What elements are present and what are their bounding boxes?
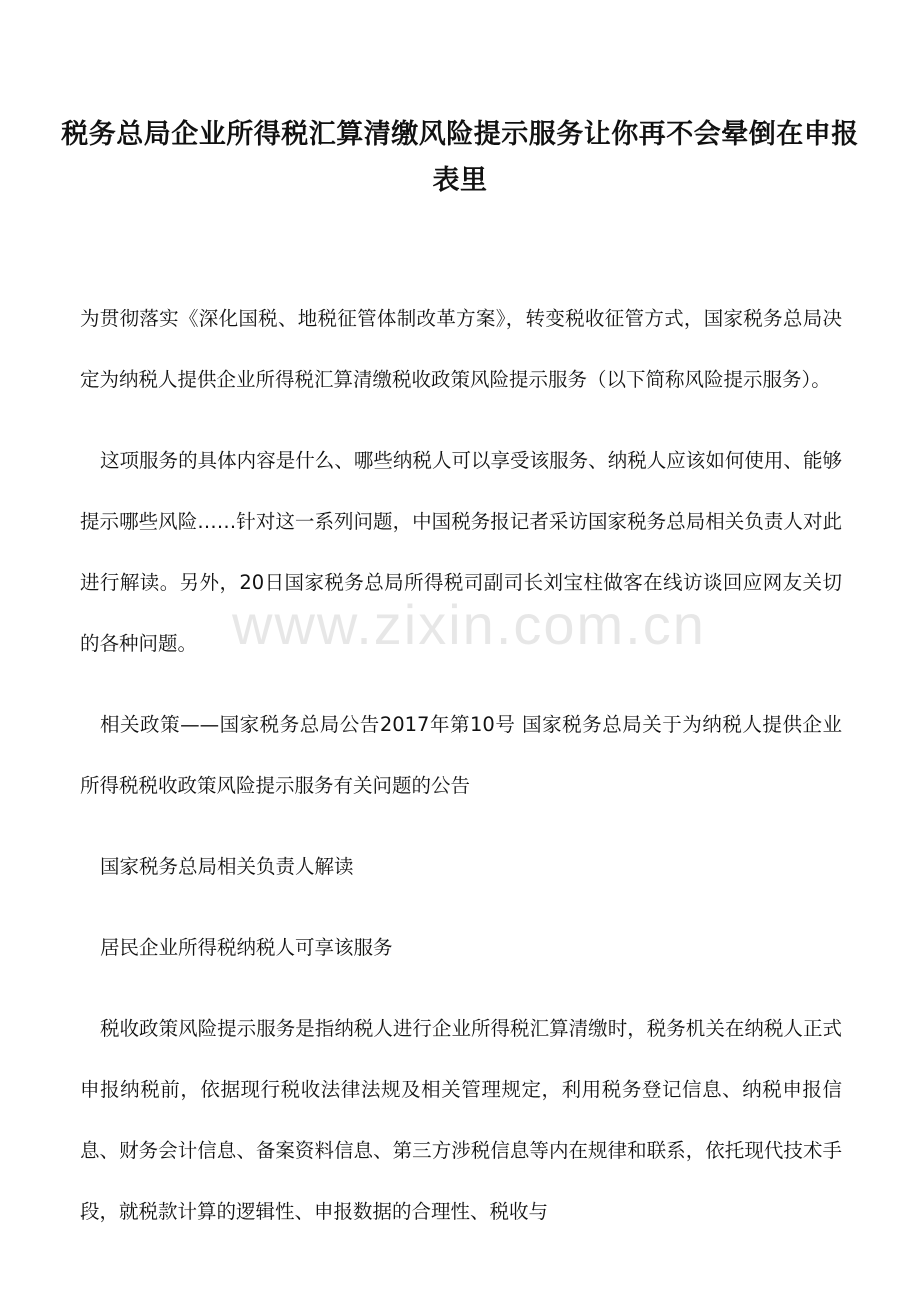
paragraph-service-definition: 税收政策风险提示服务是指纳税人进行企业所得税汇算清缴时，税务机关在纳税人正式申报纳税前，依据现行税收法律法规及相关管理规定，利用税务登记信息、纳税申报信息、财务会计信息、备案资料信息、第三方涉税信息等内在规律和联系，依托现代技术手段，就税款计算的逻辑性、申报数据的合理性、税收与 [80, 1017, 842, 1223]
document-body [80, 288, 842, 1262]
paragraph-subheading: 居民企业所得税纳税人可享该服务 [100, 936, 393, 959]
paragraph-section-heading: 国家税务总局相关负责人解读 [100, 855, 354, 878]
document-title: 税务总局企业所得税汇算清缴风险提示服务让你再不会晕倒在申报表里 [61, 119, 859, 196]
paragraph-background: 这项服务的具体内容是什么、哪些纳税人可以享受该服务、纳税人应该如何使用、能够提示哪些风险……针对这一系列问题，中国税务报记者采访国家税务总局相关负责人对此进行解读。另外，20日国家税务总局所得税司副司长刘宝柱做客在线访谈回应网友关切的各种问题。 [80, 449, 842, 655]
watermark: www.zixin.com.cn [232, 593, 706, 656]
paragraph-intro: 为贯彻落实《深化国税、地税征管体制改革方案》，转变税收征管方式，国家税务总局决定为纳税人提供企业所得税汇算清缴税收政策风险提示服务（以下简称风险提示服务）。 [80, 307, 842, 391]
paragraph-related-policy: 相关政策——国家税务总局公告2017年第10号 国家税务总局关于为纳税人提供企业所得税税收政策风险提示服务有关问题的公告 [80, 713, 842, 797]
